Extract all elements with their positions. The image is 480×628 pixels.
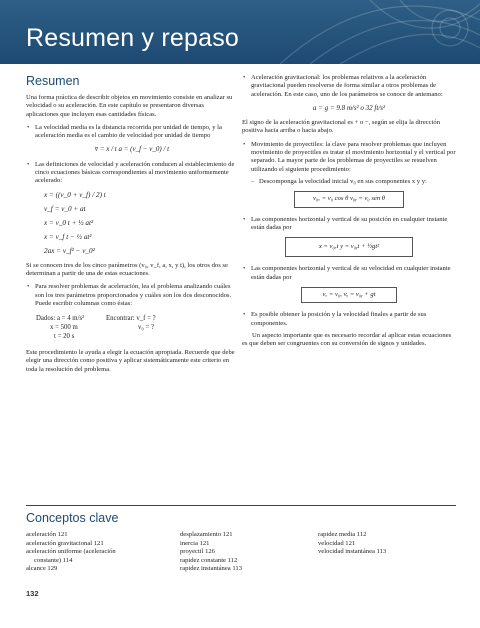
concept-item: desplazamiento 121	[180, 531, 233, 538]
concepts-column-2	[180, 531, 242, 574]
given-a: Dados: a = 4 m/s²	[36, 315, 85, 323]
formula-box-velocity: vₓ = v₀ₓ vᵧ = v₀ᵧ + gt	[301, 287, 397, 303]
bullet-solve-procedure: • Para resolver problemas de aceleración, lea el problema analizando cuáles son los tres parámetros proporcionados y cuáles son los dos desconocidos. Puede escribir columnas como éstas:	[26, 283, 238, 308]
find-v0: v₀ = ?	[138, 324, 155, 332]
summary-para-consistency: Un aspecto importante que es necesario recordar al aplicar estas ecuaciones es que deben ser congruentes con su conversión de signos y unidades.	[242, 331, 452, 348]
find-vf: Encontrar: v_f = ?	[106, 315, 156, 323]
summary-heading: Resumen	[26, 74, 80, 88]
summary-para-sign: El signo de la aceleración gravitacional es + o −, según se elija la dirección positiva hacia arriba o hacia abajo.	[242, 119, 441, 135]
summary-list-5	[242, 141, 456, 186]
bullet-five-equations: • Las definiciones de velocidad y aceleración conducen al establecimiento de cinco ecuaciones básicas correspondientes al movimiento uniformemente acelerado:	[26, 161, 238, 186]
summary-intro: Una forma práctica de describir objetos en movimiento consiste en analizar su velocidad o su aceleración. En este capítulo se presentaron diversas aplicaciones que incluyen esas cantidades físicas.	[26, 94, 233, 118]
given-x: x = 500 m	[50, 324, 78, 332]
concepts-column-1	[26, 531, 116, 574]
summary-para-direction: Este procedimiento le ayuda a elegir la ecuación apropiada. Recuerde que debe elegir una dirección como positiva y aplicar sistemáticamente este criterio en toda la resolución del problema.	[26, 349, 235, 373]
summary-list-2	[26, 161, 238, 186]
equation-gravity: a = g = 9.8 m/s² o 32 ft/s²	[312, 103, 386, 112]
concept-item: rapidez constante 112	[180, 556, 238, 564]
summary-left-column	[26, 74, 238, 379]
concept-item: proyectil 126	[180, 548, 215, 556]
concepts-heading: Conceptos clave	[26, 511, 119, 525]
concept-item: alcance 129	[26, 565, 58, 573]
bullet-average-velocity: • La velocidad media es la distancia recorrida por unidad de tiempo, y la aceleración media es el cambio de velocidad por unidad de tiempo	[26, 124, 238, 141]
summary-right-column	[242, 74, 456, 354]
concept-item: rapidez instantánea 113	[180, 565, 243, 573]
summary-list-8	[242, 311, 456, 328]
summary-list-3	[26, 283, 238, 308]
bullet-position: • Las componentes horizontal y vertical de su posición en cualquier instante están dadas por	[242, 216, 456, 233]
concepts-column-3	[318, 531, 386, 557]
concept-item: velocidad 121	[318, 539, 356, 547]
summary-list-4	[242, 74, 456, 99]
summary-list-6	[242, 216, 456, 233]
concept-item: aceleración uniforme (aceleración	[26, 548, 116, 556]
concept-item: constante) 114	[34, 556, 73, 564]
concept-item: aceleración gravitacional 121	[26, 539, 104, 547]
summary-para-params: Si se conocen tres de los cinco parámetros (v₀, v_f, a, x, y t), los otros dos se determinan a partir de una de estas ecuaciones.	[26, 261, 228, 277]
summary-list-7	[242, 265, 456, 282]
page-title: Resumen y repaso	[26, 24, 240, 52]
equation-2: v_f = v_0 + at	[44, 204, 86, 213]
equation-3: x = v_0 t + ½ at²	[44, 218, 94, 227]
given-t: t = 20 s	[54, 333, 75, 341]
bullet-velocity: • Las componentes horizontal y vertical de su velocidad en cualquier instante están dadas por	[242, 265, 456, 282]
formula-box-components: v₀ₓ = v₀ cos θ v₀ᵧ = v₀ sen θ	[294, 191, 404, 207]
concept-item: inercia 121	[180, 539, 210, 547]
page-number: 132	[26, 589, 39, 598]
givens-table	[36, 314, 238, 341]
formula-box-position: x = v₀ₓt y = v₀ᵧt + ½gt²	[285, 237, 413, 257]
concept-item: aceleración 121	[26, 531, 68, 538]
concept-item: velocidad instantánea 113	[318, 548, 387, 556]
bullet-projectiles: • Movimiento de proyectiles: la clave para resolver problemas que incluyen movimiento de proyectiles es tratar el movimiento horizontal y el vertical por separado. La mayor parte de los problemas de proyectiles se resuelven utilizando el siguiente procedimiento:	[242, 141, 456, 174]
bullet-final: • Es posible obtener la posición y la velocidad finales a partir de sus componentes.	[242, 311, 456, 328]
equation-4: x = v_f t − ½ at²	[44, 232, 92, 241]
equation-average: v̄ = x / t a = (v_f − v_0) / t	[94, 145, 170, 154]
chapter-banner	[0, 0, 480, 64]
sub-bullet-decompose: – Descomponga la velocidad inicial v₀ en sus componentes x y y:	[242, 178, 456, 186]
equation-1: x = ((v_0 + v_f) / 2) t	[44, 190, 106, 199]
section-divider	[26, 505, 456, 506]
equations-block	[44, 190, 238, 256]
summary-list-1	[26, 124, 238, 141]
decorative-swirl-icon	[220, 0, 480, 64]
concept-item: rapidez media 112	[318, 531, 367, 538]
bullet-gravity: • Aceleración gravitacional: los problemas relativos a la aceleración gravitacional pueden resolverse de forma similar a otros problemas de aceleración. En este caso, uno de los parámetros se conoce de antemano:	[242, 74, 456, 99]
equation-5: 2ax = v_f² − v_0²	[44, 246, 95, 255]
